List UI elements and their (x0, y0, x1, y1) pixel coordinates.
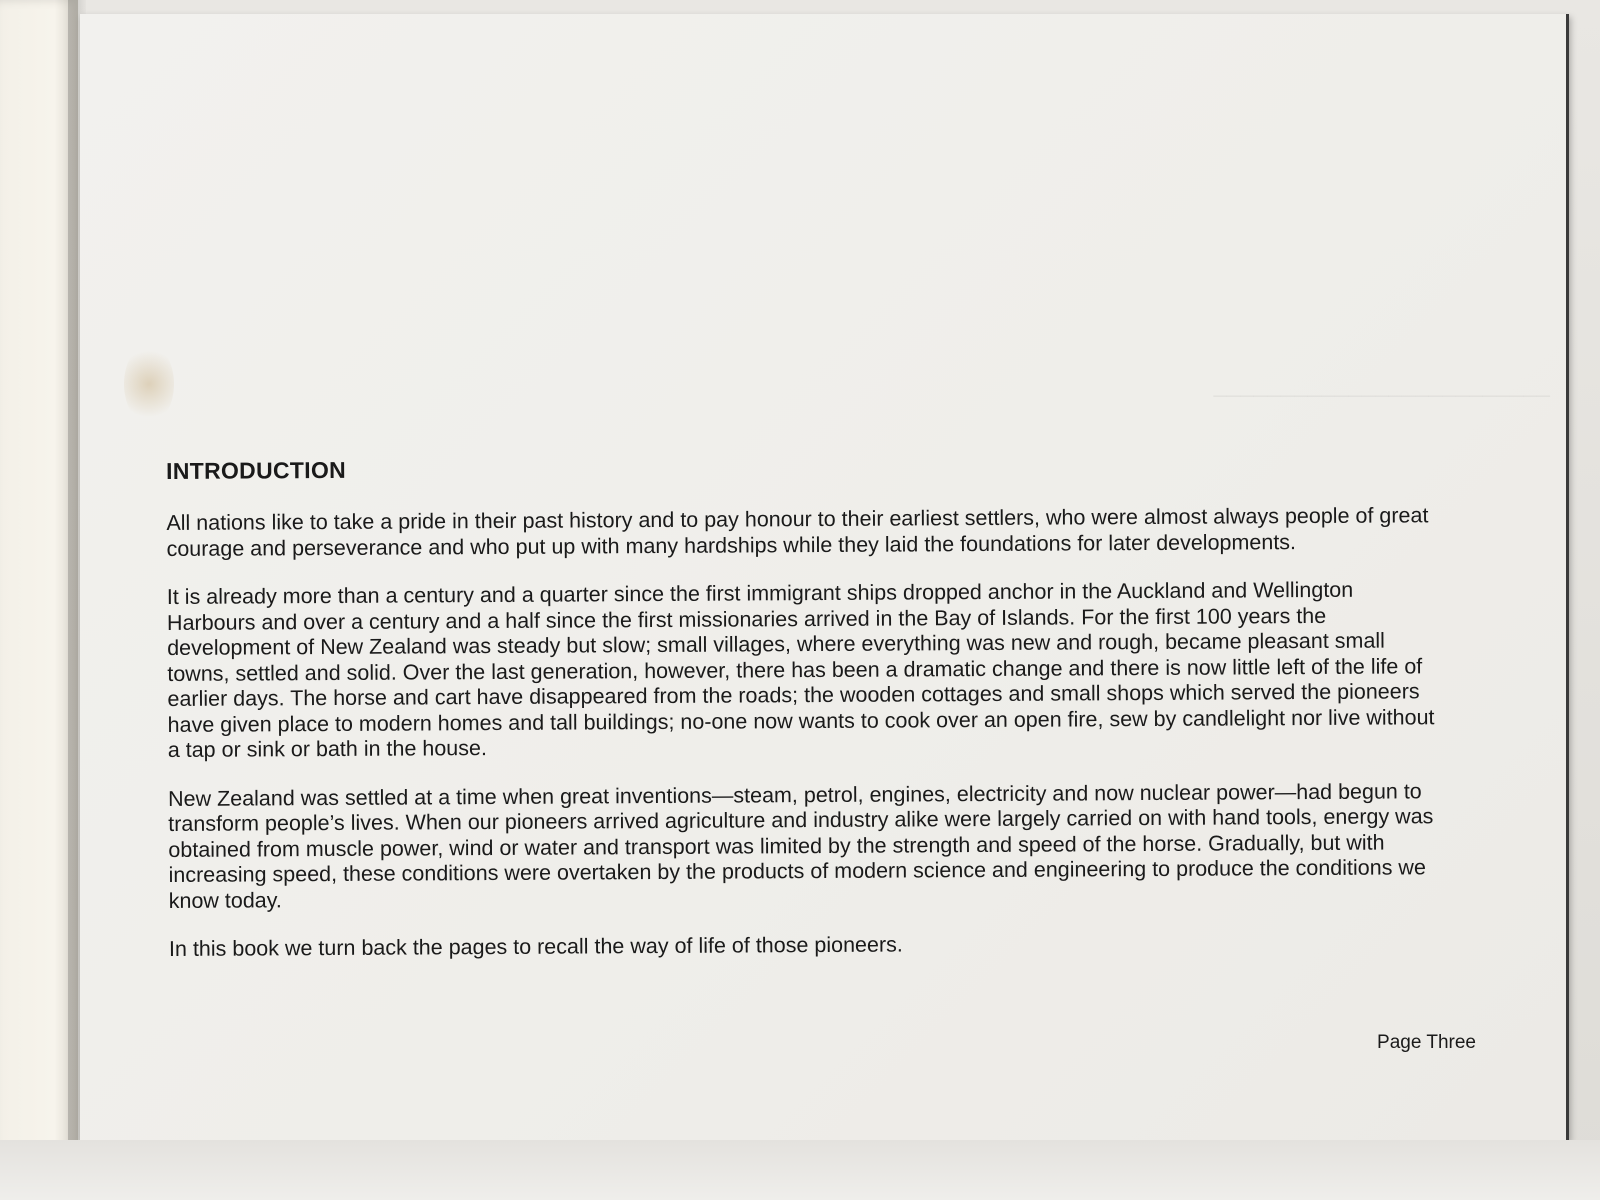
table-surface (0, 1140, 1600, 1200)
page-number: Page Three (1377, 1032, 1476, 1053)
section-heading: INTRODUCTION (166, 456, 347, 484)
paragraph-3: New Zealand was settled at a time when great inventions—steam, petrol, engines, electricity and now nuclear power—had begun to transform people’s lives. When our pioneers arrived agriculture and industry alike were largely carried on with hand tools, energy was obtained from muscle power, wind or water and transport was limited by the strength and speed of the horse. Gradually, but with increasing speed, these conditions were overtaken by the products of modern science and engineering to produce the conditions we know today. (168, 778, 1434, 913)
left-page-edge (0, 0, 78, 1200)
reverse-side-showthrough: ───────────────────────── (1213, 386, 1550, 407)
book-page (80, 14, 1569, 1140)
page-stain (124, 344, 174, 424)
page-content (166, 450, 1449, 985)
paragraph-1: All nations like to take a pride in their past history and to pay honour to their earliest settlers, who were almost always people of great courage and perseverance and who put up with many hardships while they laid the foundations for later developments. (166, 503, 1429, 561)
paragraph-4: In this book we turn back the pages to recall the way of life of those pioneers. (168, 932, 903, 961)
paragraph-2: It is already more than a century and a quarter since the first immigrant ships dropped anchor in the Auckland and Wellington Harbours and over a century and a half since the first missionaries arrived in the Bay of Islands. For the first 100 years the development of New Zealand was steady but slow; small villages, where everything was new and rough, became pleasant small towns, settled and solid. Over the last generation, however, there has been a dramatic change and there is now little left of the life of earlier days. The horse and cart have disappeared from the roads; the wooden cottages and small shops which served the pioneers have given place to modern homes and tall buildings; no-one now wants to cook over an open fire, sew by candlelight nor live without a tap or sink or bath in the house. (166, 577, 1435, 762)
